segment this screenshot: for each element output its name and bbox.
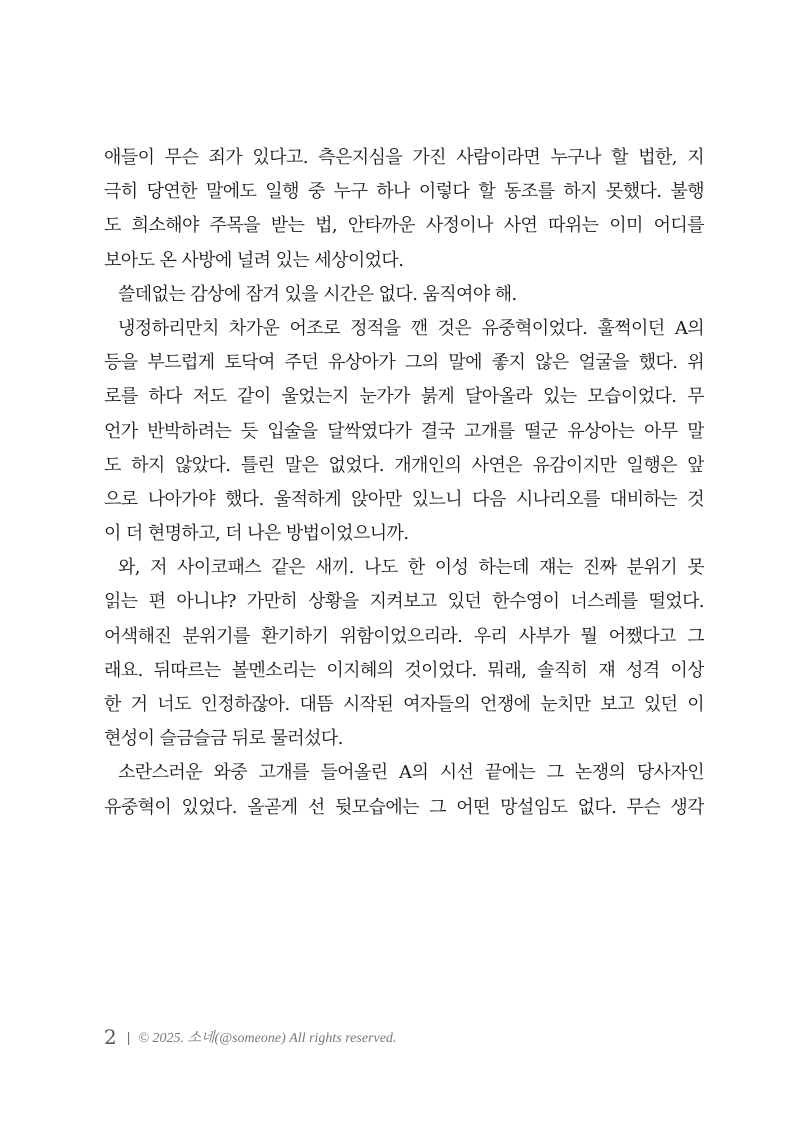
body-line: 으로 나아가야 했다. 울적하게 앉아만 있느니 다음 시나리오를 대비하는 것 [104,488,704,510]
page-footer [104,1025,396,1049]
body-line: 래요. 뒤따르는 볼멘소리는 이지혜의 것이었다. 뭐래, 솔직히 쟤 성격 이상 [104,659,704,681]
body-line: 언가 반박하려는 듯 입술을 달싹였다가 결국 고개를 떨군 유상아는 아무 말 [104,420,704,442]
paragraph-start-line: 소란스러운 와중 고개를 들어올린 A의 시선 끝에는 그 논쟁의 당사자인 [118,762,704,784]
paragraph-start-line: 냉정하리만치 차가운 어조로 정적을 깬 것은 유중혁이었다. 훌쩍이던 A의 [118,317,704,339]
body-line: 애들이 무슨 죄가 있다고. 측은지심을 가진 사람이라면 누구나 할 법한, 지 [104,147,704,168]
paragraph-start-line: 쓸데없는 감상에 잠겨 있을 시간은 없다. 움직여야 해. [118,283,517,305]
body-line: 로를 하다 저도 같이 울었는지 눈가가 붉게 달아올라 있는 모습이었다. 무 [104,386,704,408]
body-line: 등을 부드럽게 토닥여 주던 유상아가 그의 말에 좋지 않은 얼굴을 했다. 위 [104,352,704,374]
body-line: 읽는 편 아니냐? 가만히 상황을 지켜보고 있던 한수영이 너스레를 떨었다. [104,591,704,613]
page-number: 2 [104,1025,117,1049]
body-line: 도 희소해야 주목을 받는 법, 안타까운 사정이나 사연 따위는 이미 어디를 [104,215,704,237]
body-line: 어색해진 분위기를 환기하기 위함이었으리라. 우리 사부가 뭘 어쨌다고 그 [104,625,704,647]
body-text [104,141,704,825]
body-line: 한 거 너도 인정하잖아. 대뜸 시작된 여자들의 언쟁에 눈치만 보고 있던 이 [104,694,704,715]
body-line: 극히 당연한 말에도 일행 중 누구 하나 이렇다 할 동조를 하지 못했다. 불행 [104,181,704,203]
body-line: 이 더 현명하고, 더 나은 방법이었으니까. [104,523,409,545]
body-line: 유중혁이 있었다. 올곧게 선 뒷모습에는 그 어떤 망설임도 없다. 무슨 생각 [104,796,704,818]
copyright-notice: © 2025. 소네(@someone) All rights reserved. [138,1031,397,1046]
body-line: 현성이 슬금슬금 뒤로 물러섰다. [104,728,343,750]
footer-separator: | [126,1029,131,1045]
paragraph-start-line: 와, 저 사이코패스 같은 새끼. 나도 한 이성 하는데 쟤는 진짜 분위기 못 [118,557,704,579]
body-line: 보아도 온 사방에 널려 있는 세상이었다. [104,249,404,271]
body-line: 도 하지 않았다. 틀린 말은 없었다. 개개인의 사연은 유감이지만 일행은 앞 [104,454,704,476]
